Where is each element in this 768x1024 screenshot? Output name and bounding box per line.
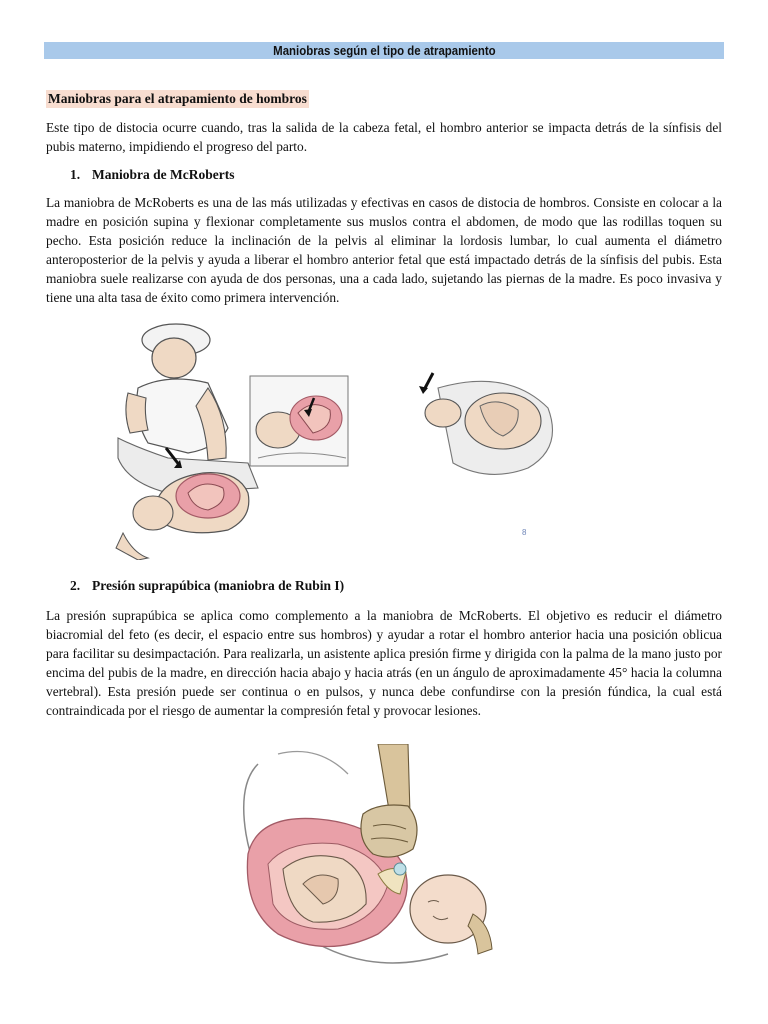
mcroberts-illustration bbox=[108, 318, 568, 560]
page-title: Maniobras según el tipo de atrapamiento bbox=[272, 43, 496, 58]
maneuver-1-number: 1. bbox=[70, 167, 81, 182]
maneuver-1-paragraph: La maniobra de McRoberts es una de las más utilizadas y efectivas en casos de distocia de hombros. Consiste en colocar a la madre en posición supina y flexionar completamente sus muslos contra el abdomen, de modo que las rodillas toquen su pecho. Esta posición reduce la inclinación de la pelvis al eliminar la lordosis lumbar, lo cual aumenta el diámetro anteroposterior de la pelvis y ayuda a liberar el hombro anterior fetal que está impactado detrás de la sínfisis del pubis. Esta maniobra suele realizarse con ayuda de dos personas, una a cada lado, sujetando las piernas de la madre. Es poco invasiva y tiene una alta tasa de éxito como primera intervención. bbox=[46, 195, 722, 305]
intro-paragraph: Este tipo de distocia ocurre cuando, tras la salida de la cabeza fetal, el hombro anterior se impacta detrás de la sínfisis del pubis materno, impidiendo el progreso del parto. bbox=[46, 120, 722, 154]
section-heading: Maniobras para el atrapamiento de hombros bbox=[48, 91, 307, 106]
suprapubic-pressure-illustration bbox=[228, 744, 498, 980]
closeup-panel bbox=[250, 376, 348, 466]
page-title-bar bbox=[44, 42, 724, 59]
fetus-panel bbox=[419, 373, 553, 474]
maneuver-2-heading bbox=[70, 577, 344, 595]
maneuver-1-title: Maniobra de McRoberts bbox=[92, 167, 235, 182]
assistant-hand bbox=[361, 744, 417, 857]
figure-mark: 8 bbox=[522, 528, 527, 537]
maneuver-2-title: Presión suprapúbica (maniobra de Rubin I) bbox=[92, 578, 345, 593]
maneuver-2-number: 2. bbox=[70, 578, 81, 593]
assistant-figure bbox=[118, 324, 258, 493]
maneuver-1-heading bbox=[70, 166, 234, 184]
maneuver-2-paragraph: La presión suprapúbica se aplica como complemento a la maniobra de McRoberts. El objetivo es reducir el diámetro biacromial del feto (es decir, el espacio entre sus hombros) y ayudar a rotar el hombro anterior hacia una posición oblicua para facilitar su desimpactación. Para realizarla, un asistente aplica presión firme y dirigida con la palma de la mano justo por encima del pubis de la madre, en dirección hacia abajo y hacia atrás (en un ángulo de aproximadamente 45° hacia la columna vertebral). Esta presión puede ser continua o en pulsos, y nunca debe confundirse con la presión fúndica, la cual está contraindicada por el riesgo de aumentar la compresión fetal y provocar lesiones. bbox=[46, 608, 722, 718]
